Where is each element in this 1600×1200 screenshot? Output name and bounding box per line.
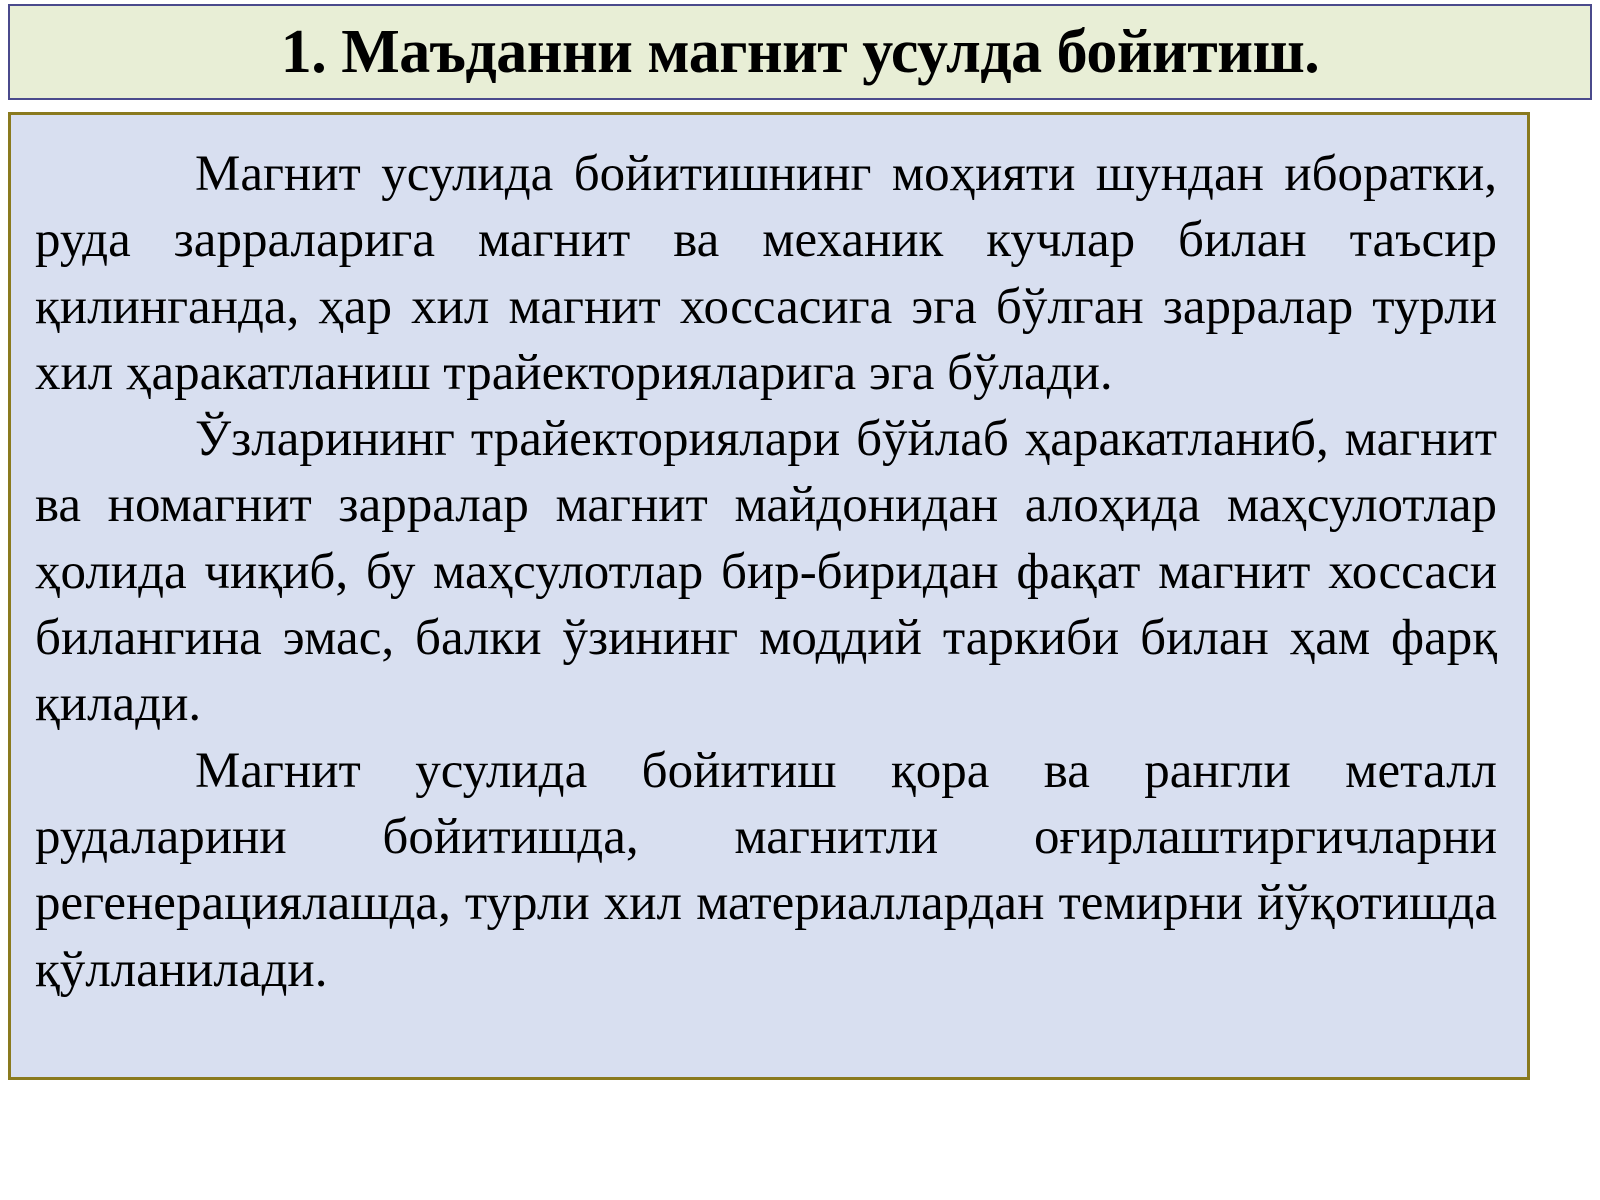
body-paragraph-3: Магнит усулида бойитиш қора ва рангли металл рудаларини бойитишда, магнитли оғирлаштиргичларни регенерациялашда, турли хил материаллардан темирни йўқотишда қўлланилади. (35, 742, 1497, 998)
body-paragraph-1: Магнит усулида бойитишнинг моҳияти шундан иборатки, руда зарраларига магнит ва механик кучлар билан таъсир қилинганда, ҳар хил магнит хоссасига эга бўлган зарралар турли хил ҳаракатланиш трайекторияларига эга бўлади. (35, 146, 1497, 401)
slide-body (8, 112, 1530, 1080)
body-paragraph-2: Ўзларининг трайекториялари бўйлаб ҳаракатланиб, магнит ва номагнит зарралар магнит майдонидан алоҳида маҳсулотлар ҳолида чиқиб, бу маҳсулотлар бир-биридан фақат магнит хоссаси билангина эмас, балки ўзининг моддий таркиби билан ҳам фарқ қилади. (35, 411, 1497, 733)
slide-title-bar (8, 4, 1592, 100)
page-title: 1. Маъданни магнит усулда бойитиш. (280, 18, 1320, 86)
